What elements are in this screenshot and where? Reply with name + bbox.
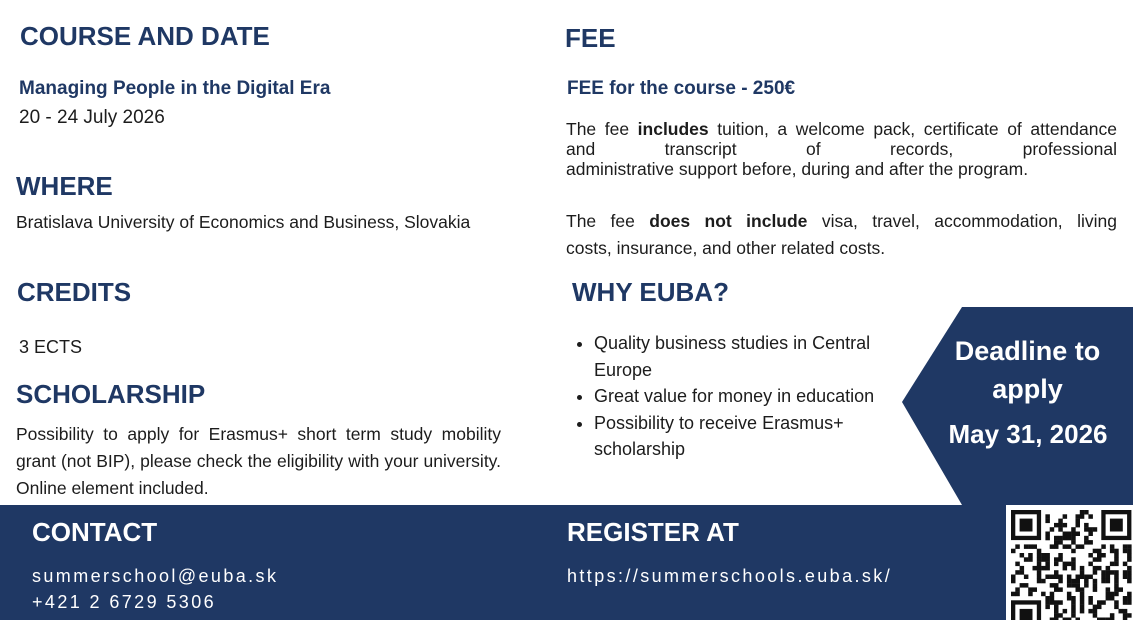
register-url[interactable]: https://summerschools.euba.sk/	[567, 566, 893, 586]
deadline-line2: apply	[992, 374, 1063, 404]
fee-excludes-last-line: costs, insurance, and other related costs.	[566, 238, 886, 258]
deadline-date: May 31, 2026	[948, 419, 1108, 449]
fee-excludes-keyword: does not include	[649, 211, 808, 231]
fee-excludes-lead: The fee	[566, 211, 635, 231]
fee-excludes-rest: visa, travel, accommodation, living	[821, 211, 1117, 231]
credits-heading: CREDITS	[17, 277, 132, 307]
scholarship-heading: SCHOLARSHIP	[16, 379, 206, 409]
why-heading: WHY EUBA?	[572, 277, 729, 307]
fee-heading: FEE	[565, 23, 616, 53]
contact-phone[interactable]: +421 2 6729 5306	[32, 592, 217, 612]
credits-value: 3 ECTS	[19, 337, 83, 357]
fee-includes-last-line: administrative support before, during and after the program.	[566, 159, 1029, 179]
contact-heading: CONTACT	[32, 517, 158, 547]
where-heading: WHERE	[16, 171, 113, 201]
qr-code-icon[interactable]	[1006, 505, 1133, 620]
fee-amount: FEE for the course - 250€	[567, 78, 796, 99]
why-item: • Possibility to receive Erasmus+ scholarship	[594, 410, 924, 463]
contact-email[interactable]: summerschool@euba.sk	[32, 566, 279, 586]
why-item: • Quality business studies in Central Europe	[594, 330, 924, 383]
course-dates: 20 - 24 July 2026	[19, 107, 165, 128]
scholarship-text: Possibility to apply for Erasmus+ short term study mobility grant (not BIP), please check the eligibility with your university. Online element included.	[16, 424, 501, 498]
fee-includes-keyword: includes	[637, 119, 709, 139]
register-heading: REGISTER AT	[567, 517, 739, 547]
fee-includes-lead: The fee	[566, 119, 630, 139]
course-name: Managing People in the Digital Era	[19, 78, 331, 99]
location-text: Bratislava University of Economics and Business, Slovakia	[16, 212, 471, 232]
course-date-heading: COURSE AND DATE	[20, 21, 270, 51]
fee-includes-rest: tuition, a welcome pack, certificate of attendance and transcript of records, professional	[566, 119, 1117, 159]
why-item: • Great value for money in education	[594, 383, 924, 410]
deadline-line1: Deadline to	[954, 336, 1101, 366]
qr-code-graphic	[1006, 505, 1133, 620]
